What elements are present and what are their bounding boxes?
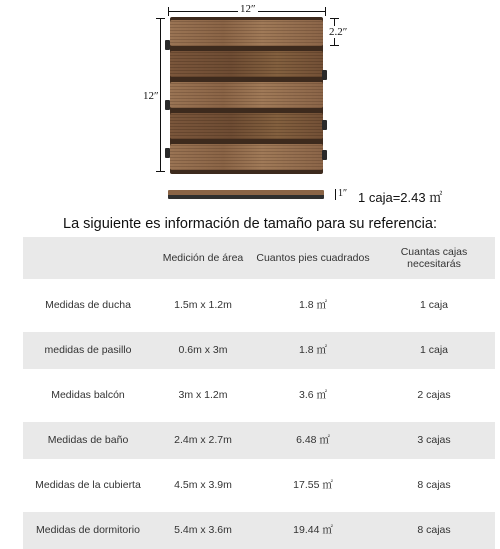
square-measure: 19.44 ㎡ <box>293 524 333 537</box>
tile-plank <box>170 20 323 46</box>
table-row <box>23 377 495 414</box>
table-header-row <box>23 237 495 279</box>
thickness-label: 1″ <box>338 188 348 199</box>
height-dimension-line <box>160 18 161 172</box>
boxes-needed: 8 cajas <box>417 524 451 537</box>
square-measure: 1.8 ㎡ <box>298 344 327 357</box>
room-name: Medidas de baño <box>47 434 129 447</box>
square-measure: 3.6 ㎡ <box>298 389 327 402</box>
room-name: Medidas de dormitorio <box>36 524 140 537</box>
tile-plank <box>170 113 323 139</box>
box-coverage-text: 1 caja=2.43 ㎡ <box>358 190 443 205</box>
boxes-needed: 3 cajas <box>417 434 451 447</box>
area-measurement: 1.5m x 1.2m <box>174 299 232 312</box>
area-measurement: 5.4m x 3.6m <box>174 524 232 537</box>
table-row <box>23 287 495 324</box>
area-measurement: 2.4m x 2.7m <box>174 434 232 447</box>
square-measure: 1.8 ㎡ <box>298 299 327 312</box>
size-info-heading: La siguiente es información de tamaño para su referencia: <box>63 216 437 232</box>
square-measure: 6.48 ㎡ <box>296 434 330 447</box>
tile-clip <box>165 148 170 158</box>
table-row <box>23 332 495 369</box>
area-measurement: 3m x 1.2m <box>178 389 228 402</box>
room-name: Medidas balcón <box>51 389 125 402</box>
size-table <box>23 237 495 549</box>
tile-clip <box>165 40 170 50</box>
plank-tick-bottom <box>330 45 339 46</box>
table-row <box>23 422 495 459</box>
header-square-feet: Cuantos pies cuadrados <box>256 251 370 264</box>
boxes-needed: 8 cajas <box>417 479 451 492</box>
tile-plank <box>170 144 323 170</box>
thickness-dimension-line <box>335 189 336 200</box>
height-tick-top <box>156 18 165 19</box>
room-name: medidas de pasillo <box>44 344 132 357</box>
room-name: Medidas de ducha <box>45 299 131 312</box>
boxes-needed: 1 caja <box>419 299 449 312</box>
height-label: 12″ <box>143 90 159 102</box>
table-row <box>23 512 495 549</box>
height-tick-bottom <box>156 171 165 172</box>
table-row <box>23 467 495 504</box>
header-area: Medición de área <box>162 251 244 264</box>
area-measurement: 4.5m x 3.9m <box>174 479 232 492</box>
width-tick-right <box>325 7 326 16</box>
tile-plank <box>170 82 323 108</box>
plank-width-label: 2.2″ <box>329 26 348 38</box>
width-tick-left <box>168 7 169 16</box>
tile-clip <box>322 70 327 80</box>
tile-clip <box>165 100 170 110</box>
boxes-needed: 1 caja <box>419 344 449 357</box>
square-measure: 17.55 ㎡ <box>293 479 333 492</box>
header-boxes-needed: Cuantas cajas necesitarás <box>400 245 468 270</box>
header-cell <box>23 237 153 279</box>
boxes-needed: 2 cajas <box>417 389 451 402</box>
deck-tile-top-view <box>170 17 323 174</box>
tile-clip <box>322 150 327 160</box>
tile-plank <box>170 51 323 77</box>
tile-clip <box>322 120 327 130</box>
area-measurement: 0.6m x 3m <box>178 344 228 357</box>
width-label: 12″ <box>240 3 256 15</box>
deck-tile-side-view <box>168 190 324 199</box>
plank-tick-top <box>330 18 339 19</box>
room-name: Medidas de la cubierta <box>35 479 141 492</box>
